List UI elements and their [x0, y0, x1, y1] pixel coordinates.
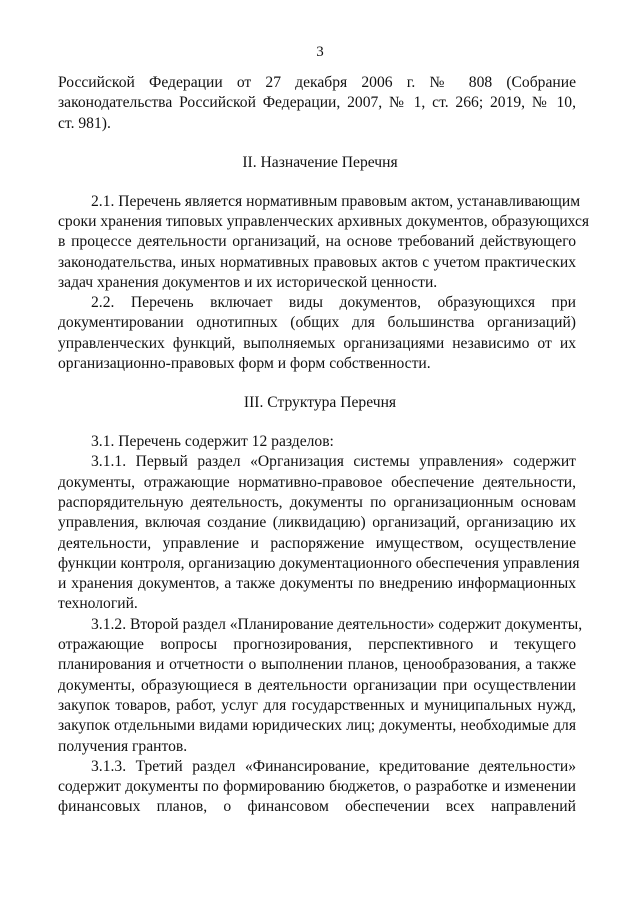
text-line: документы, отражающие нормативно-правовое обеспечение деятельности,: [58, 473, 576, 491]
text-line: планирования и отчетности о выполнении планов, ценообразования, а также: [58, 656, 576, 674]
text-line: и хранения документов, а также документы по внедрению информационных: [58, 575, 576, 593]
text-line: задач хранения документов и их исторической ценности.: [58, 273, 438, 291]
section-heading: III. Структура Перечня: [243, 394, 397, 411]
text-line: получения грантов.: [58, 737, 188, 755]
text-line: отражающие вопросы прогнозирования, перспективного и текущего: [58, 636, 576, 653]
section-heading: II. Назначение Перечня: [242, 153, 398, 171]
text-line: ст. 981).: [58, 114, 111, 132]
text-line: сроки хранения типовых управленческих архивных документов, образующихся: [58, 212, 590, 230]
text-line: в процессе деятельности организаций, на основе требований действующего: [58, 233, 576, 251]
text-line: 2.2. Перечень включает виды документов, образующихся при: [91, 294, 576, 312]
text-line: документировании однотипных (общих для большинства организаций): [58, 314, 576, 332]
text-line: закупок товаров, работ, услуг для государственных и муниципальных нужд,: [58, 696, 576, 714]
page-number: 3: [316, 44, 324, 60]
text-line: деятельности, управление и распоряжение имуществом, осуществление: [58, 534, 576, 552]
text-line: управленческих функций, выполняемых организациями независимо от их: [58, 334, 576, 352]
text-line: законодательства, иных нормативных правовых актов с учетом практических: [58, 253, 576, 271]
text-line: законодательства Российской Федерации, 2007, № 1, ст. 266; 2019, № 10,: [58, 94, 576, 112]
text-line: 2.1. Перечень является нормативным правовым актом, устанавливающим: [91, 192, 581, 210]
text-line: 3.1.3. Третий раздел «Финансирование, кредитование деятельности»: [91, 757, 576, 775]
text-line: Российской Федерации от 27 декабря 2006 г. № 808 (Собрание: [58, 74, 576, 91]
text-line: управления, включая создание (ликвидацию) организаций, организацию их: [58, 514, 576, 532]
text-line: документы, образующиеся в деятельности организации при осуществлении: [58, 676, 576, 694]
text-line: закупок отдельными видами юридических лиц; документы, необходимые для: [58, 717, 576, 735]
text-line: функции контроля, организацию документационного обеспечения управления: [58, 554, 580, 572]
text-line: технологий.: [58, 595, 138, 613]
text-line: содержит документы по формированию бюджетов, о разработке и изменении: [58, 778, 576, 796]
text-line: организационно-правовых форм и форм собственности.: [58, 355, 431, 372]
text-line: 3.1. Перечень содержит 12 разделов:: [91, 433, 334, 450]
text-line: финансовых планов, о финансовом обеспечении всех направлений: [58, 798, 576, 816]
text-line: 3.1.1. Первый раздел «Организация системы управления» содержит: [91, 453, 576, 471]
text-line: распорядительную деятельность, документы по организационным основам: [58, 493, 576, 511]
text-line: 3.1.2. Второй раздел «Планирование деятельности» содержит документы,: [91, 615, 583, 633]
